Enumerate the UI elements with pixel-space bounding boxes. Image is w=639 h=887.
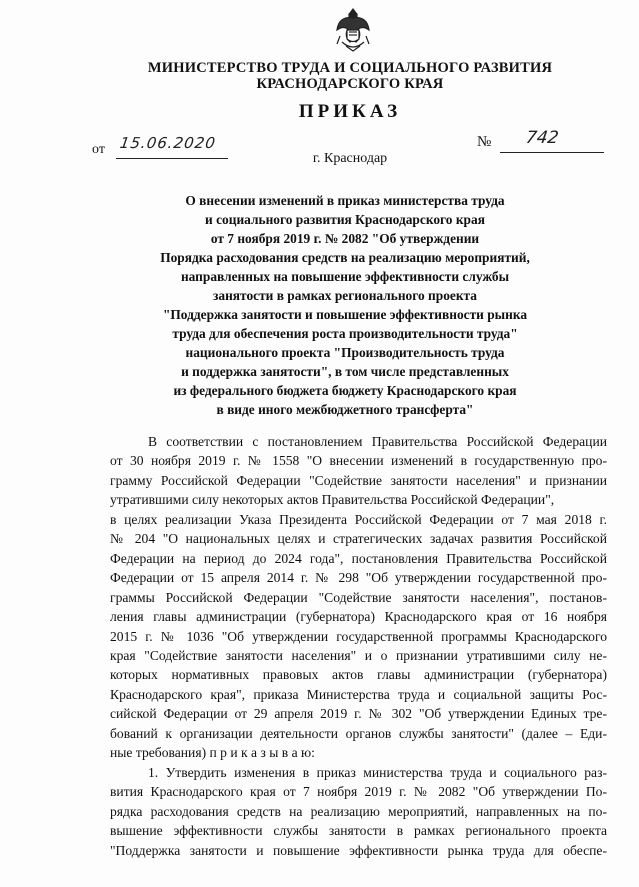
- order-title: [110, 191, 580, 419]
- body-line: вышение эффективности службы занятости в рамках регионального проекта: [110, 823, 607, 839]
- body-line: утратившими силу некоторых актов Правительства Российской Федерации",: [110, 492, 555, 508]
- handwritten-number: 742: [524, 128, 560, 148]
- body-line: бований к организации деятельности органов службы занятости" (далее – Еди-: [110, 725, 607, 741]
- body-line: края "Содействие занятости населения" и о признании утратившими силу не-: [110, 647, 607, 663]
- body-line: В соответствии с постановлением Правительства Российской Федерации: [148, 434, 607, 449]
- body-line: граммы Российской Федерации "Содействие занятости населения", постанов-: [110, 589, 607, 605]
- body-line: рядка расходования средств на реализацию мероприятий, направленных на по-: [110, 803, 607, 819]
- body-line: Краснодарского края", приказа Министерства труда и социальной защиты Рос-: [110, 686, 607, 702]
- body-line: № 204 "О национальных целях и стратегических задачах развития Российской: [110, 531, 607, 547]
- title-line: Порядка расходования средств на реализацию мероприятий,: [160, 250, 530, 265]
- body-line: Федерации от 15 апреля 2014 г. № 298 "Об утверждении государственной про-: [110, 570, 607, 586]
- body-line: 2015 г. № 1036 "Об утверждении государственной программы Краснодарского: [110, 628, 607, 644]
- title-line: "Поддержка занятости и повышение эффективности рынка: [162, 307, 528, 322]
- body-line: грамму Российской Федерации "Содействие занятости населения" и признании: [110, 472, 607, 488]
- ministry-name: [100, 60, 600, 92]
- title-line: О внесении изменений в приказ министерства труда: [185, 193, 505, 208]
- body-line: ления главы администрации (губернатора) Краснодарского края от 16 ноября: [110, 609, 607, 625]
- number-label: №: [477, 134, 492, 150]
- body-line: которых нормативных правовых актов главы администрации (губернатора): [110, 667, 607, 683]
- title-line: в виде иного межбюджетного трансферта": [216, 402, 474, 417]
- order-body-text: [110, 432, 607, 860]
- title-line: труда для обеспечения роста производительности труда": [172, 326, 518, 341]
- title-line: и поддержка занятости", в том числе представленных: [181, 364, 509, 379]
- body-line: сийской Федерации от 29 апреля 2019 г. № 302 "Об утверждении Единых тре-: [110, 706, 607, 722]
- date-label: от: [92, 142, 105, 157]
- ministry-name-line2: КРАСНОДАРСКОГО КРАЯ: [256, 76, 444, 92]
- body-line: 1. Утвердить изменения в приказ министерства труда и социального раз-: [148, 764, 607, 780]
- body-line: в целях реализации Указа Президента Российской Федерации от 7 мая 2018 г.: [110, 511, 607, 527]
- handwritten-date: 15.06.2020: [118, 134, 218, 152]
- body-line: ные требования) п р и к а з ы в а ю:: [110, 745, 315, 761]
- title-line: и социального развития Краснодарского края: [205, 212, 485, 227]
- title-line: от 7 ноября 2019 г. № 2082 "Об утверждении: [210, 231, 480, 246]
- title-line: занятости в рамках регионального проекта: [213, 288, 477, 303]
- city-label: г. Краснодар: [312, 151, 388, 166]
- body-line: от 30 ноября 2019 г. № 1558 "О внесении изменений в государственную про-: [110, 453, 607, 469]
- title-line: из федерального бюджета бюджету Краснодарского края: [173, 383, 517, 398]
- ministry-name-line1: МИНИСТЕРСТВО ТРУДА И СОЦИАЛЬНОГО РАЗВИТИЯ: [147, 60, 553, 76]
- document-type-heading: ПРИКАЗ: [298, 101, 402, 122]
- body-line: Федерации на период до 2024 года", постановления Правительства Российской: [110, 550, 607, 566]
- body-line: вития Краснодарского края от 7 ноября 2019 г. № 2082 "Об утверждении По-: [110, 784, 607, 800]
- coat-of-arms-emblem: [334, 6, 372, 54]
- title-line: национального проекта "Производительность труда: [185, 345, 505, 360]
- title-line: направленных на повышение эффективности службы: [180, 269, 510, 284]
- body-line: "Поддержка занятости и повышение эффективности рынка труда для обеспе-: [110, 842, 607, 858]
